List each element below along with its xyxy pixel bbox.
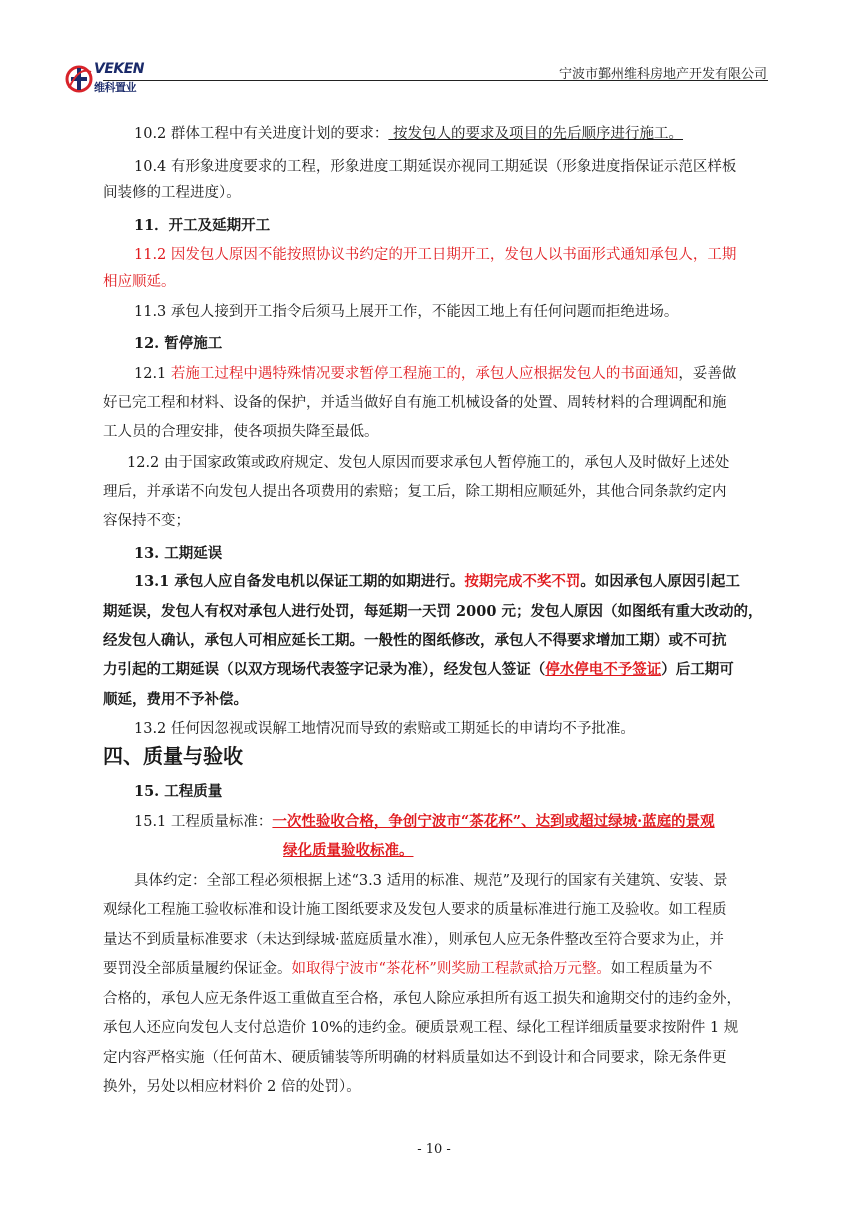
para-12-1-num: 12.1	[134, 366, 171, 382]
para-specific-line4	[103, 958, 712, 981]
logo-text: VEKEN	[94, 61, 145, 77]
para-specific-line5: 合格的，承包人应无条件返工重做直至合格，承包人除应承担所有返工损失和逾期交付的违约金外，	[103, 991, 741, 1007]
para-specific-line8: 换外，另处以相应材料价 2 倍的处罚）。	[103, 1079, 361, 1095]
para-11-3: 11.3 承包人接到开工指令后须马上展开工作，不能因工地上有任何问题而拒绝进场。	[134, 304, 679, 320]
para-11-2-text: 因发包人原因不能按照协议书约定的开工日期开工，发包人以书面形式通知承包人，工期	[170, 247, 737, 263]
para-specific: 具体约定：全部工程必须根据上述“3.3 适用的标准、规范”及现行的国家有关建筑、安装、景	[134, 873, 728, 889]
para-12-1	[134, 363, 736, 386]
para-10-4: 10.4 有形象进度要求的工程，形象进度工期延误亦视同工期延误（形象进度指保证示范区样板	[134, 159, 737, 175]
para-specific-line2: 观绿化工程施工验收标准和设计施工图纸要求及发包人要求的质量标准进行施工及验收。如工程质	[103, 902, 727, 918]
para-15-1-cont: 绿化质量验收标准。	[283, 842, 414, 859]
para-12-1-red: 若施工过程中遇特殊情况要求暂停工程施工的，承包人应根据发包人的书面通知	[170, 366, 679, 382]
para-specific-line4-red: 如取得宁波市“茶花杯”则奖励工程款贰拾万元整。	[291, 961, 611, 977]
header-divider	[103, 80, 768, 81]
para-12-2: 12.2 由于国家政策或政府规定、发包人原因而要求承包人暂停施工的，承包人及时做好上述处	[127, 455, 730, 471]
heading-11: 11．开工及延期开工	[134, 217, 271, 234]
para-15-1-label: 15.1 工程质量标准：	[134, 814, 273, 830]
para-specific-line4-c: 如工程质量为不	[610, 961, 713, 977]
heading-12: 12. 暂停施工	[134, 335, 223, 352]
para-specific-line7: 定内容严格实施（任何苗木、硬质铺装等所明确的材料质量如达不到设计和合同要求，除无条件更	[103, 1050, 727, 1066]
para-12-2-line2: 理后，并承诺不向发包人提出各项费用的索赔；复工后，除工期相应顺延外，其他合同条款约定内	[103, 484, 727, 500]
para-specific-line3: 量达不到质量标准要求（未达到绿城·蓝庭质量水准），则承包人应无条件整改至符合要求为止，并	[103, 932, 724, 948]
para-13-1-line3: 经发包人确认，承包人可相应延长工期。一般性的图纸修改，承包人不得要求增加工期）或不可抗	[103, 632, 727, 649]
heading-15: 15. 工程质量	[134, 783, 223, 800]
para-10-2-value: 按发包人的要求及项目的先后顺序进行施工。	[388, 126, 684, 142]
para-13-2: 13.2 任何因忽视或误解工地情况而导致的索赔或工期延长的申请均不予批准。	[134, 721, 635, 737]
company-name: 宁波市鄞州维科房地产开发有限公司	[558, 67, 767, 82]
para-11-2-num: 11.2	[134, 247, 171, 263]
para-12-1-tail: ，妥善做	[678, 366, 737, 382]
para-13-1-c: 。如因承包人原因引起工	[580, 573, 740, 590]
para-11-2-cont: 相应顺延。	[103, 274, 176, 290]
heading-13: 13. 工期延误	[134, 545, 223, 562]
para-13-1-line2: 期延误，发包人有权对承包人进行处罚，每延期一天罚 2000 元；发包人原因（如图纸有重大改动的，	[103, 603, 763, 620]
para-13-1-line4-red: 停水停电不予签证	[545, 661, 662, 678]
para-13-1-line4	[103, 658, 734, 681]
para-specific-line4-a: 要罚没全部质量履约保证金。	[103, 961, 292, 977]
para-13-1-line4-c: ）后工期可	[661, 661, 734, 678]
logo-subtitle: 维科置业	[94, 81, 136, 94]
para-10-2	[134, 123, 683, 146]
para-11-2	[134, 244, 736, 267]
para-12-1-line2: 好已完工程和材料、设备的保护，并适当做好自有施工机械设备的处置、周转材料的合理调配和施	[103, 395, 727, 411]
para-15-1	[134, 810, 715, 834]
para-13-1	[134, 570, 740, 593]
page-number: - 10 -	[417, 1142, 451, 1157]
para-13-1-line4-a: 力引起的工期延误（以双方现场代表签字记录为准），经发包人签证（	[103, 661, 546, 678]
para-13-1-line5: 顺延，费用不予补偿。	[103, 691, 248, 708]
para-specific-line6: 承包人还应向发包人支付总造价 10%的违约金。硬质景观工程、绿化工程详细质量要求按附件 1 规	[103, 1020, 739, 1036]
para-12-1-line3: 工人员的合理安排，使各项损失降至最低。	[103, 424, 379, 440]
para-12-2-line3: 容保持不变；	[103, 513, 190, 529]
para-10-4-cont: 间装修的工程进度）。	[103, 185, 241, 201]
para-13-1-a: 13.1 承包人应自备发电机以保证工期的如期进行。	[134, 573, 465, 590]
section-4-title: 四、质量与验收	[103, 744, 243, 768]
para-13-1-red: 按期完成不奖不罚	[464, 573, 581, 590]
para-10-2-label: 10.2 群体工程中有关进度计划的要求：	[134, 126, 389, 142]
para-15-1-standard: 一次性验收合格，争创宁波市“茶花杯”、达到或超过绿城·蓝庭的景观	[272, 813, 715, 830]
